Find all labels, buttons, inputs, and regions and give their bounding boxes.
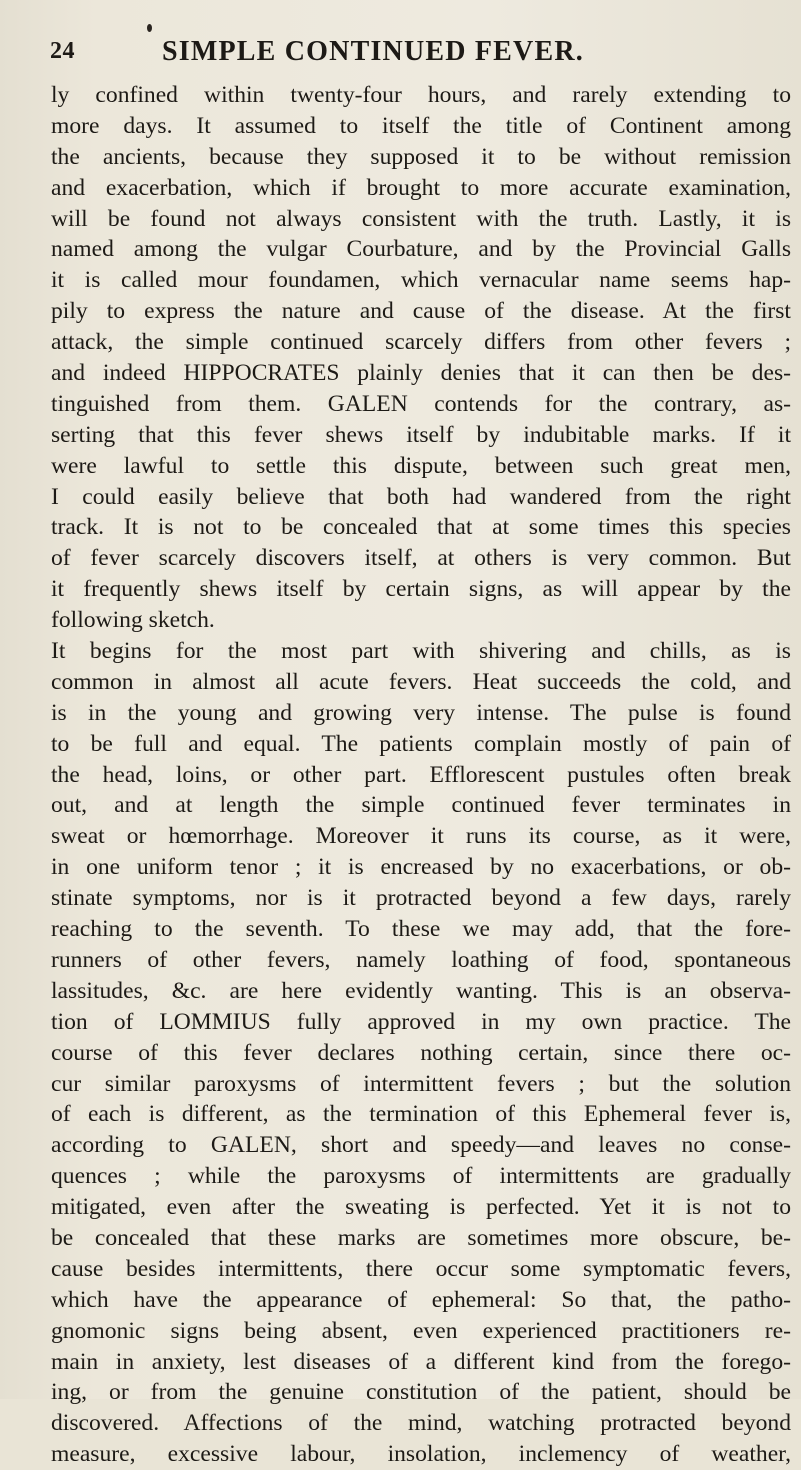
text-line: will be found not always consistent with the truth. Lastly, it is bbox=[51, 205, 791, 232]
text-line: which have the appearance of ephemeral: So that, the patho- bbox=[51, 1286, 791, 1313]
text-line: be concealed that these marks are sometimes more obscure, be- bbox=[51, 1224, 791, 1251]
text-line: main in anxiety, lest diseases of a different kind from the forego- bbox=[51, 1348, 791, 1375]
text-line: is in the young and growing very intense. The pulse is found bbox=[51, 699, 791, 726]
text-line: course of this fever declares nothing certain, since there oc- bbox=[51, 1039, 791, 1066]
running-head: SIMPLE CONTINUED FEVER. bbox=[162, 36, 584, 67]
text-line: of each is different, as the termination of this Ephemeral fever is, bbox=[51, 1101, 791, 1128]
text-line: according to GALEN, short and speedy—and leaves no conse- bbox=[51, 1132, 791, 1159]
body-text bbox=[51, 80, 791, 1470]
text-line: to be full and equal. The patients complain mostly of pain of bbox=[51, 730, 791, 757]
text-line: gnomonic signs being absent, even experienced practitioners re- bbox=[51, 1317, 791, 1344]
text-line: tinguished from them. GALEN contends for the contrary, as- bbox=[51, 390, 791, 417]
page-header bbox=[50, 24, 780, 68]
text-line: pily to express the nature and cause of the disease. At the first bbox=[51, 298, 791, 325]
ink-speck bbox=[147, 24, 152, 32]
page-number: 24 bbox=[50, 38, 75, 64]
text-line: the head, loins, or other part. Efflorescent pustules often break bbox=[51, 761, 791, 788]
text-line: cur similar paroxysms of intermittent fevers ; but the solution bbox=[51, 1070, 791, 1097]
text-line: ly confined within twenty-four hours, and rarely extending to bbox=[51, 82, 791, 108]
text-line: discovered. Affections of the mind, watching protracted beyond bbox=[51, 1410, 791, 1437]
text-line: and indeed HIPPOCRATES plainly denies that it can then be des- bbox=[51, 360, 791, 387]
text-line: measure, excessive labour, insolation, inclemency of weather, bbox=[51, 1441, 791, 1468]
text-line: named among the vulgar Courbature, and by the Provincial Galls bbox=[51, 236, 791, 263]
text-line: common in almost all acute fevers. Heat succeeds the cold, and bbox=[51, 668, 791, 695]
text-line: following sketch. bbox=[51, 607, 215, 634]
text-line: out, and at length the simple continued fever terminates in bbox=[51, 792, 791, 819]
text-line: quences ; while the paroxysms of intermittents are gradually bbox=[51, 1163, 791, 1190]
text-line: serting that this fever shews itself by indubitable marks. If it bbox=[51, 421, 791, 448]
text-line: of fever scarcely discovers itself, at others is very common. But bbox=[51, 545, 791, 572]
text-line: attack, the simple continued scarcely differs from other fevers ; bbox=[51, 329, 791, 356]
text-line: It begins for the most part with shivering and chills, as is bbox=[51, 638, 791, 665]
text-line: reaching to the seventh. To these we may add, that the fore- bbox=[51, 916, 791, 943]
text-line: it is called mour foundamen, which vernacular name seems hap- bbox=[51, 267, 791, 294]
text-line: stinate symptoms, nor is it protracted beyond a few days, rarely bbox=[51, 885, 791, 912]
text-line: ing, or from the genuine constitution of the patient, should be bbox=[51, 1379, 791, 1406]
text-line: sweat or hœmorrhage. Moreover it runs its course, as it were, bbox=[51, 823, 791, 850]
text-line: mitigated, even after the sweating is perfected. Yet it is not to bbox=[51, 1194, 791, 1221]
text-line: in one uniform tenor ; it is encreased by no exacerbations, or ob- bbox=[51, 854, 791, 881]
text-line: were lawful to settle this dispute, between such great men, bbox=[51, 452, 791, 479]
text-line: cause besides intermittents, there occur some symptomatic fevers, bbox=[51, 1255, 791, 1282]
text-line: tion of LOMMIUS fully approved in my own practice. The bbox=[51, 1008, 791, 1035]
text-line: more days. It assumed to itself the title of Continent among bbox=[51, 112, 791, 139]
text-line: it frequently shews itself by certain signs, as will appear by the bbox=[51, 576, 791, 603]
text-line: track. It is not to be concealed that at some times this species bbox=[51, 514, 791, 541]
text-line: lassitudes, &c. are here evidently wanting. This is an observa- bbox=[51, 977, 791, 1004]
text-line: I could easily believe that both had wandered from the right bbox=[51, 483, 791, 510]
text-line: runners of other fevers, namely loathing of food, spontaneous bbox=[51, 946, 791, 973]
text-line: and exacerbation, which if brought to more accurate examination, bbox=[51, 174, 791, 201]
text-line: the ancients, because they supposed it to be without remission bbox=[51, 143, 791, 170]
